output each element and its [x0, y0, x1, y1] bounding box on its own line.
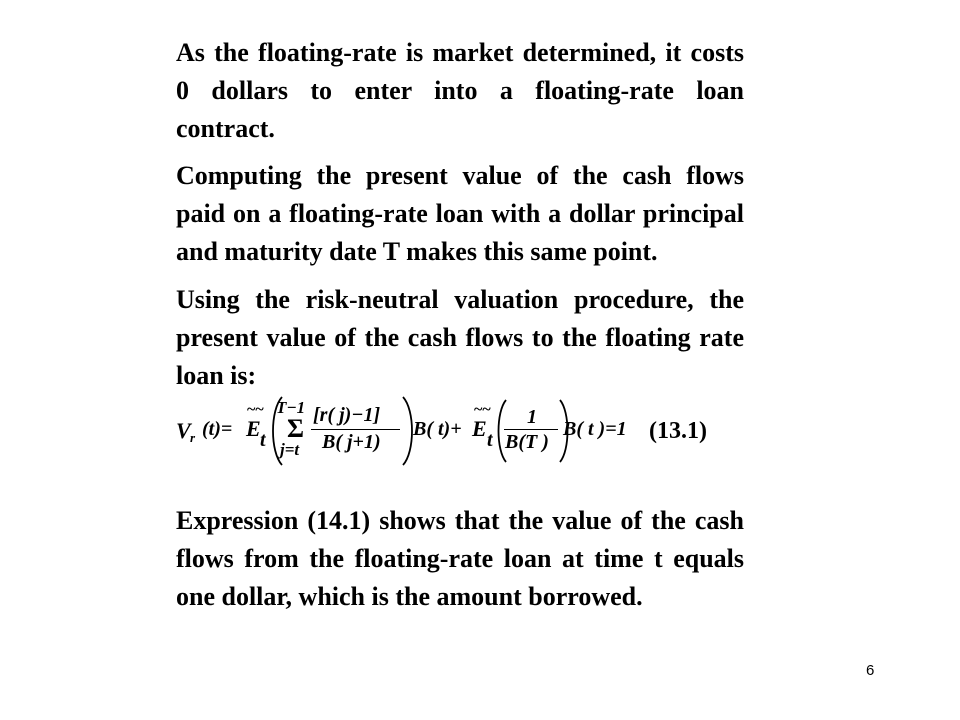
eq-expectation-sub-2: t — [487, 429, 493, 451]
text-line: one dollar, which is the amount borrowed. — [176, 582, 643, 611]
text-line: flows from the floating-rate loan at time t equals — [176, 544, 744, 573]
eq-sum-lower: j=t — [280, 440, 300, 459]
eq-tilde-1: ~~ — [247, 401, 264, 418]
paragraph-expression-conclusion — [176, 502, 744, 616]
text-line: and maturity date T makes this same point. — [176, 237, 658, 266]
equation-number: (13.1) — [649, 418, 707, 444]
eq-sum-symbol: Σ — [287, 414, 304, 443]
eq-tilde-2: ~~ — [474, 401, 491, 418]
text-line: Computing the present value of the cash flows — [176, 161, 744, 190]
eq-lhs-subscript: r — [190, 430, 196, 445]
eq-lhs-arg: (t)= — [202, 418, 233, 440]
text-line: As the floating-rate is market determined, it costs — [176, 38, 744, 67]
text-line: Expression (14.1) shows that the value of the cash — [176, 506, 744, 535]
eq-fraction-bar-2 — [504, 429, 558, 430]
text-line: 0 dollars to enter into a floating-rate loan — [176, 76, 744, 105]
text-line: contract. — [176, 114, 275, 143]
eq-frac1-denominator: B( j+1) — [322, 431, 381, 453]
paragraph-present-value — [176, 157, 744, 271]
text-line: paid on a floating-rate loan with a dollar principal — [176, 199, 744, 228]
eq-frac2-denominator: B(T ) — [505, 431, 549, 453]
text-line: present value of the cash flows to the floating rate — [176, 323, 744, 352]
eq-frac1-numerator: [r( j)−1] — [313, 404, 381, 426]
equation-13-1 — [176, 396, 746, 466]
page-number: 6 — [866, 662, 875, 679]
eq-rhs: B( t )=1 — [563, 418, 627, 440]
eq-mid-term: B( t)+ — [413, 418, 462, 440]
paragraph-floating-rate-cost — [176, 34, 744, 148]
eq-expectation-1: E — [246, 416, 261, 441]
text-line: loan is: — [176, 361, 257, 390]
eq-lhs-symbol: V — [176, 418, 191, 443]
eq-expectation-2: E — [472, 416, 487, 441]
eq-frac2-numerator: 1 — [527, 406, 537, 428]
eq-expectation-sub-1: t — [260, 429, 266, 451]
eq-fraction-bar-1 — [311, 429, 400, 430]
paragraph-risk-neutral — [176, 281, 744, 395]
eq-sum-upper: T−1 — [276, 398, 306, 417]
text-line: Using the risk-neutral valuation procedure, the — [176, 285, 744, 314]
